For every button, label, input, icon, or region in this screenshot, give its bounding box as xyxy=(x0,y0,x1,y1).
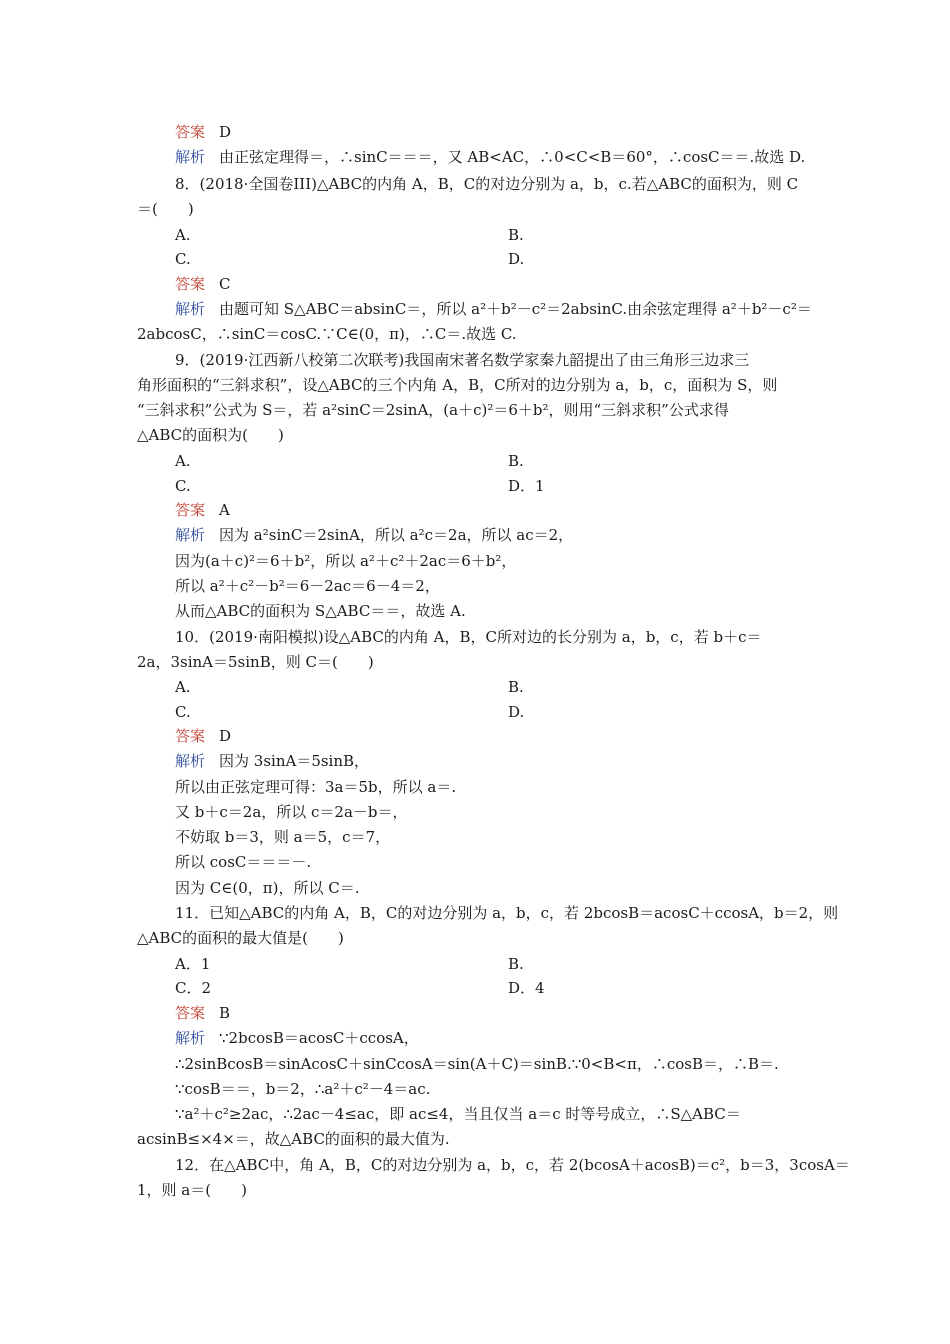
analysis-line xyxy=(175,525,573,545)
analysis-text: 因为 a²sinC＝2sinA，所以 a²c＝2a，所以 ac＝2， xyxy=(219,526,574,544)
answer-line xyxy=(175,726,231,746)
analysis-text: 因为 C∈(0，π)，所以 C＝. xyxy=(175,879,360,897)
option-a: A. xyxy=(175,452,191,470)
option-d: D. xyxy=(508,250,525,268)
option-c: C. xyxy=(175,703,191,721)
analysis-line xyxy=(175,147,805,167)
analysis-text: 因为(a＋c)²＝6＋b²，所以 a²＋c²＋2ac＝6＋b²， xyxy=(175,552,517,570)
analysis-text: 不妨取 b＝3，则 a＝5，c＝7， xyxy=(175,828,391,846)
analysis-text: ∴2sinBcosB＝sinAcosC＋sinCcosA＝sin(A＋C)＝sinB.∵0<B<π，∴cosB＝，∴B＝. xyxy=(175,1055,779,1073)
analysis-text: 从而△ABC的面积为 S△ABC＝＝，故选 A. xyxy=(175,602,466,620)
analysis-text: ∵2bcosB＝acosC＋ccosA， xyxy=(219,1029,419,1047)
analysis-label: 解析 xyxy=(175,752,206,770)
option-b: B. xyxy=(508,452,524,470)
option-d: D．4 xyxy=(508,979,545,997)
analysis-label: 解析 xyxy=(175,526,206,544)
analysis-text: 所以 cosC＝＝＝－. xyxy=(175,853,312,871)
option-a: A．1 xyxy=(175,955,211,973)
question-9-stem: 9．(2019·江西新八校第二次联考)我国南宋著名数学家秦九韶提出了由三角形三边求三 xyxy=(175,351,750,369)
analysis-label: 解析 xyxy=(175,148,206,166)
answer-value: C xyxy=(219,275,231,293)
option-c: C．2 xyxy=(175,979,212,997)
answer-value: D xyxy=(219,123,232,141)
analysis-text: 因为 3sinA＝5sinB， xyxy=(219,752,370,770)
question-11-stem: △ABC的面积的最大值是( ) xyxy=(137,929,344,947)
question-12-stem: 12．在△ABC中，角 A，B，C的对边分别为 a，b，c，若 2(bcosA＋acosB)＝c²，b＝3，3cosA＝ xyxy=(175,1156,850,1174)
question-10-stem: 10．(2019·南阳模拟)设△ABC的内角 A，B，C所对边的长分别为 a，b，c，若 b＋c＝ xyxy=(175,628,762,646)
option-c: C. xyxy=(175,250,191,268)
analysis-text: acsinB≤×4×＝，故△ABC的面积的最大值为. xyxy=(137,1130,450,1148)
option-a: A. xyxy=(175,226,191,244)
answer-label: 答案 xyxy=(175,501,206,519)
question-9-stem: 角形面积的“三斜求积”，设△ABC的三个内角 A，B，C所对的边分别为 a，b，c，面积为 S，则 xyxy=(137,376,778,394)
question-9-stem: △ABC的面积为( ) xyxy=(137,426,284,444)
option-d: D. xyxy=(508,703,525,721)
answer-value: D xyxy=(219,727,232,745)
question-8-stem: 8．(2018·全国卷III)△ABC的内角 A，B，C的对边分别为 a，b，c.若△ABC的面积为，则 C xyxy=(175,175,799,193)
option-b: B. xyxy=(508,226,524,244)
option-c: C. xyxy=(175,477,191,495)
answer-label: 答案 xyxy=(175,1004,206,1022)
analysis-text: 所以由正弦定理可得：3a＝5b，所以 a＝. xyxy=(175,778,457,796)
answer-value: A xyxy=(219,501,230,519)
analysis-text: ∵a²＋c²≥2ac，∴2ac－4≤ac，即 ac≤4，当且仅当 a＝c 时等号成立，∴S△ABC＝ xyxy=(175,1105,741,1123)
question-8-stem: ＝( ) xyxy=(137,200,194,218)
analysis-text: 所以 a²＋c²－b²＝6－2ac＝6－4＝2， xyxy=(175,577,440,595)
answer-line xyxy=(175,500,230,520)
answer-line xyxy=(175,1003,230,1023)
option-a: A. xyxy=(175,678,191,696)
analysis-text: 由题可知 S△ABC＝absinC＝，所以 a²＋b²－c²＝2absinC.由余弦定理得 a²＋b²－c²＝ xyxy=(219,300,812,318)
analysis-text: 又 b＋c＝2a，所以 c＝2a－b＝， xyxy=(175,803,408,821)
answer-line xyxy=(175,274,231,294)
option-d: D．1 xyxy=(508,477,545,495)
answer-line xyxy=(175,122,231,142)
question-11-stem: 11．已知△ABC的内角 A，B，C的对边分别为 a，b，c，若 2bcosB＝acosC＋ccosA，b＝2，则 xyxy=(175,904,839,922)
option-b: B. xyxy=(508,678,524,696)
answer-value: B xyxy=(219,1004,231,1022)
answer-label: 答案 xyxy=(175,123,206,141)
answer-label: 答案 xyxy=(175,727,206,745)
option-b: B. xyxy=(508,955,524,973)
question-9-stem: “三斜求积”公式为 S＝，若 a²sinC＝2sinA，(a＋c)²＝6＋b²，则用“三斜求积”公式求得 xyxy=(137,401,729,419)
question-12-stem: 1，则 a＝( ) xyxy=(137,1181,247,1199)
analysis-line xyxy=(175,299,812,319)
analysis-label: 解析 xyxy=(175,300,206,318)
question-10-stem: 2a，3sinA＝5sinB，则 C＝( ) xyxy=(137,653,374,671)
analysis-text: ∵cosB＝＝，b＝2，∴a²＋c²－4＝ac. xyxy=(175,1080,431,1098)
analysis-label: 解析 xyxy=(175,1029,206,1047)
analysis-text: 2abcosC，∴sinC＝cosC.∵C∈(0，π)，∴C＝.故选 C. xyxy=(137,325,517,343)
analysis-line xyxy=(175,1028,419,1048)
analysis-text: 由正弦定理得＝，∴sinC＝＝＝，又 AB<AC，∴0<C<B＝60°，∴cosC＝＝.故选 D. xyxy=(219,148,806,166)
answer-label: 答案 xyxy=(175,275,206,293)
analysis-line xyxy=(175,751,369,771)
